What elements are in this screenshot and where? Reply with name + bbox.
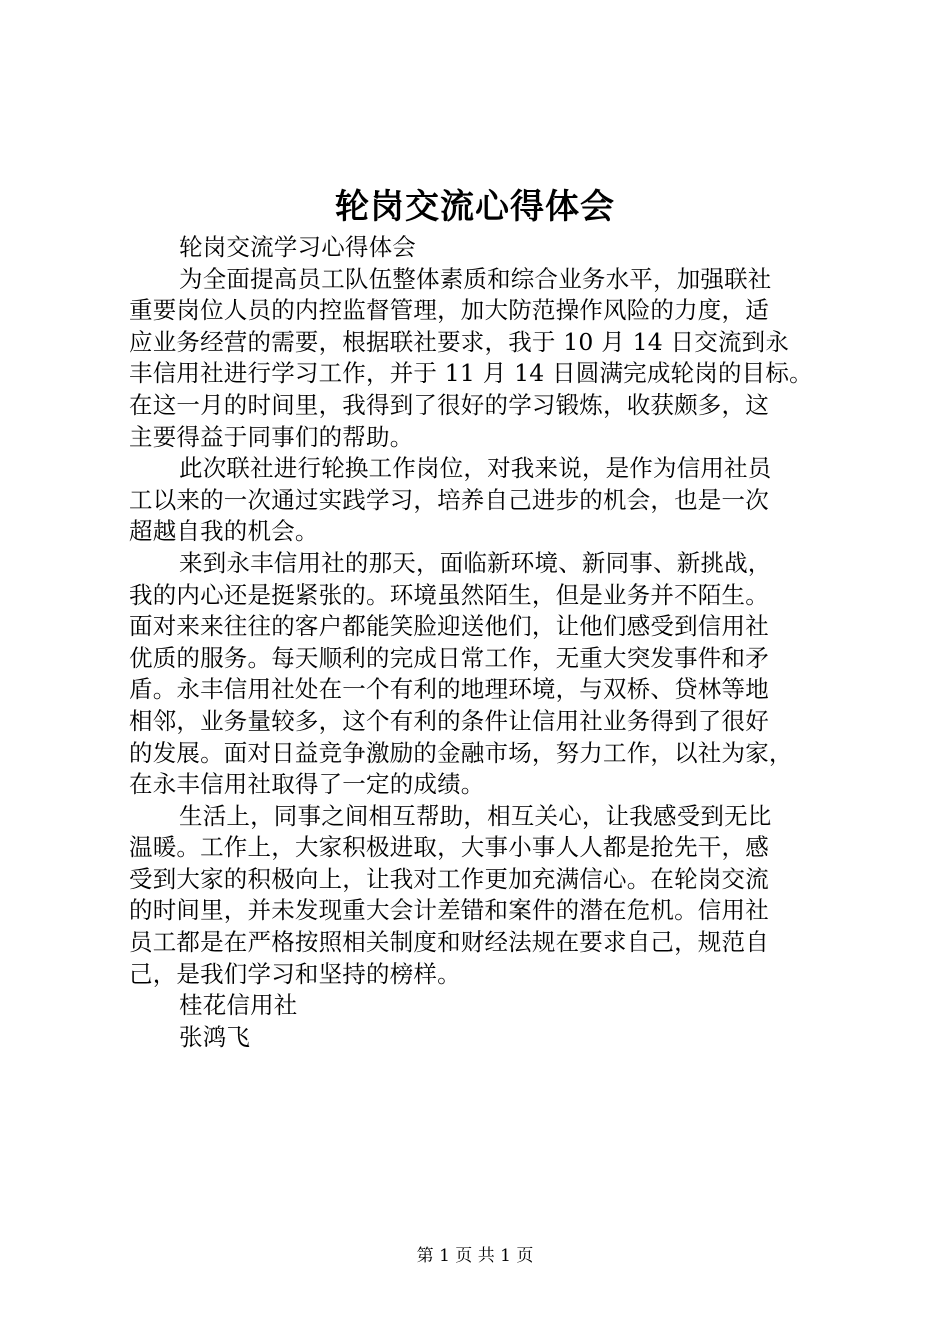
body-line: 张鸿飞 bbox=[179, 1022, 251, 1051]
document-body bbox=[129, 232, 849, 1053]
body-line: 丰信用社进行学习工作，并于 11 月 14 日圆满完成轮岗的目标。 bbox=[129, 359, 813, 388]
document-title: 轮岗交流心得体会 bbox=[335, 187, 615, 227]
body-line: 在这一月的时间里，我得到了很好的学习锻炼，收获颇多，这 bbox=[129, 390, 769, 419]
body-line: 应业务经营的需要，根据联社要求，我于 10 月 14 日交流到永 bbox=[129, 327, 790, 356]
body-line: 温暖。工作上，大家积极进取，大事小事人人都是抢先干，感 bbox=[129, 833, 769, 862]
body-line: 的时间里，并未发现重大会计差错和案件的潜在危机。信用社 bbox=[129, 896, 769, 925]
body-line: 轮岗交流学习心得体会 bbox=[179, 233, 416, 261]
body-line: 优质的服务。每天顺利的完成日常工作，无重大突发事件和矛 bbox=[129, 643, 769, 672]
body-line: 受到大家的积极向上，让我对工作更加充满信心。在轮岗交流 bbox=[129, 864, 769, 893]
body-line: 相邻，业务量较多，这个有利的条件让信用社业务得到了很好 bbox=[129, 706, 769, 735]
body-line: 面对来来往往的客户都能笑脸迎送他们，让他们感受到信用社 bbox=[129, 612, 769, 641]
body-line: 员工都是在严格按照相关制度和财经法规在要求自己，规范自 bbox=[129, 928, 769, 957]
body-line: 主要得益于同事们的帮助。 bbox=[129, 422, 414, 451]
body-line: 桂花信用社 bbox=[179, 991, 298, 1020]
body-line: 生活上，同事之间相互帮助，相互关心，让我感受到无比 bbox=[179, 801, 772, 830]
body-line: 超越自我的机会。 bbox=[129, 517, 319, 546]
body-line: 盾。永丰信用社处在一个有利的地理环境，与双桥、贷林等地 bbox=[129, 675, 769, 704]
body-line: 的发展。面对日益竞争激励的金融市场，努力工作，以社为家， bbox=[129, 738, 793, 767]
body-line: 己，是我们学习和坚持的榜样。 bbox=[129, 959, 461, 988]
body-line: 重要岗位人员的内控监督管理，加大防范操作风险的力度，适 bbox=[129, 296, 769, 325]
body-line: 工以来的一次通过实践学习，培养自己进步的机会，也是一次 bbox=[129, 485, 769, 514]
body-line: 此次联社进行轮换工作岗位，对我来说，是作为信用社员 bbox=[179, 454, 772, 483]
body-line: 为全面提高员工队伍整体素质和综合业务水平，加强联社 bbox=[179, 264, 772, 293]
page-footer: 第 1 页 共 1 页 bbox=[416, 1246, 534, 1266]
body-line: 在永丰信用社取得了一定的成绩。 bbox=[129, 770, 485, 799]
body-line: 来到永丰信用社的那天，面临新环境、新同事、新挑战， bbox=[179, 548, 772, 577]
body-line: 我的内心还是挺紧张的。环境虽然陌生，但是业务并不陌生。 bbox=[129, 580, 769, 609]
